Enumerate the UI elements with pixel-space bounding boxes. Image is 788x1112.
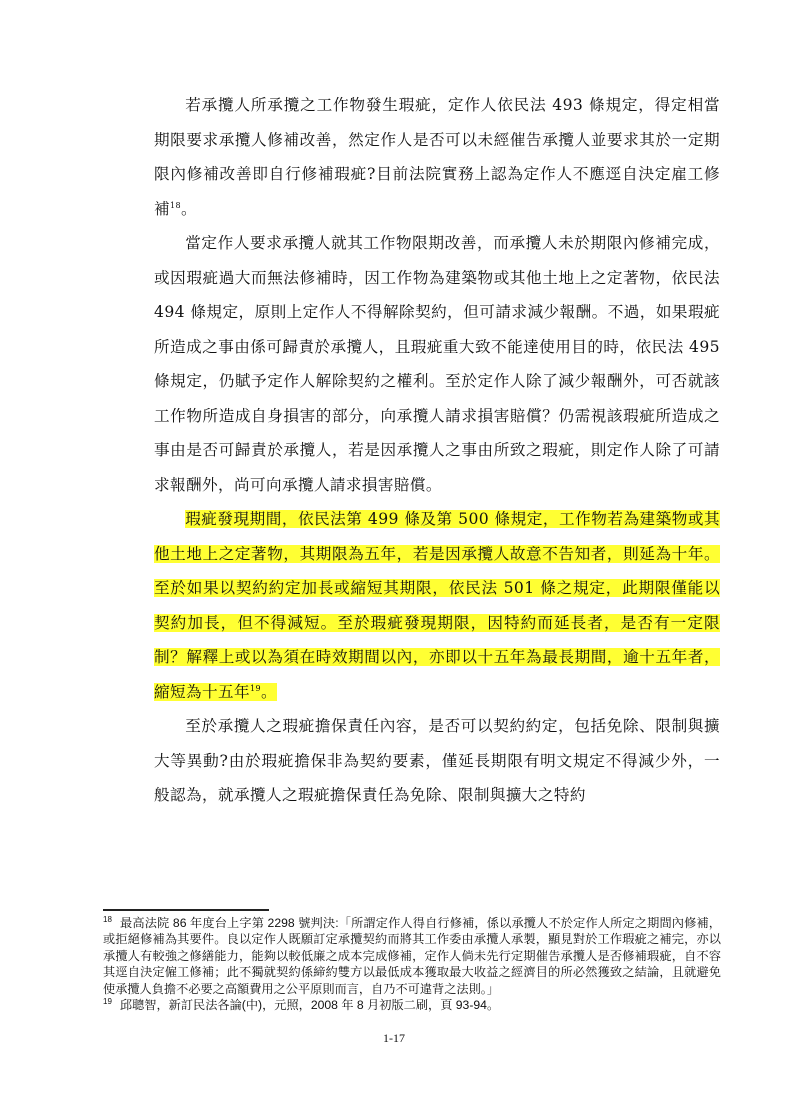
footnote-text: 最高法院 86 年度台上字第 2298 號判決:「所謂定作人得自行修補，係以承攬人不於定作人所定之期間內修補，或拒絕修補為其要件。良以定作人既願訂定承攬契約而將其工作委由承攬人承製，顯見對於工作瑕疵之補完，亦以承攬人有較強之修繕能力，能夠以較低廉之成本完成修補，定作人倘未先行定期催告承攬人是否修補瑕疵，自不容其逕自決定僱工修補；此不獨就契約係締約雙方以最低成本獲取最大收益之經濟目的所必然獲致之結論，且就避免使承攬人負擔不必要之高額費用之公平原則而言，自乃不可違背之法則。」: [103, 916, 721, 996]
paragraph-text: 當定作人要求承攬人就其工作物限期改善，而承攬人未於期限內修補完成，或因瑕疵過大而無法修補時，因工作物為建築物或其他土地上之定著物，依民法 494 條規定，原則上定作人不得解除契約，但可請求減少報酬。不過，如果瑕疵所造成之事由係可歸責於承攬人，且瑕疵重大致不能達使用目的時，依民法 495 條規定，仍賦予定作人解除契約之權利。至於定作人除了減少報酬外，可否就該工作物所造成自身損害的部分，向承攬人請求損害賠償？仍需視該瑕疵所造成之事由是否可歸責於承攬人，若是因承攬人之事由所致之瑕疵，則定作人除了可請求報酬外，尚可向承攬人請求損害賠償。: [154, 234, 720, 494]
footnote-19: [103, 997, 721, 1013]
paragraph-discovery-period: [154, 502, 720, 709]
footnote-ref[interactable]: 19: [249, 683, 261, 693]
footnote-separator: [103, 909, 269, 911]
paragraph-text: 至於承攬人之瑕疵擔保責任內容，是否可以契約約定，包括免除、限制與擴大等異動?由於瑕疵擔保非為契約要素，僅延長期限有明文規定不得減少外，一般認為，就承攬人之瑕疵擔保責任為免除、限制與擴大之特約: [154, 717, 720, 804]
footnote-ref[interactable]: 18: [170, 200, 181, 210]
paragraph-end: 。: [180, 199, 197, 218]
highlighted-text: [154, 510, 720, 701]
footnote-number: 18: [103, 914, 112, 924]
footnotes: [103, 915, 721, 1013]
footnote-number: 19: [103, 996, 112, 1006]
paragraph-text: 若承攬人所承攬之工作物發生瑕疵，定作人依民法 493 條規定，得定相當期限要求承攬人修補改善，然定作人是否可以未經催告承攬人並要求其於一定期限內修補改善即自行修補瑕疵?目前法院實務上認為定作人不應逕自決定雇工修補: [154, 96, 720, 218]
paragraph-remedies: [154, 226, 720, 502]
footnote-text: 邱聰智，新訂民法各論(中)，元照，2008 年 8 月初版二刷，頁 93-94。: [119, 998, 500, 1013]
paragraph-text: 瑕疵發現期間，依民法第 499 條及第 500 條規定，工作物若為建築物或其他土地上之定著物，其期限為五年，若是因承攬人故意不告知者，則延為十年。至於如果以契約約定加長或縮短其期限，依民法 501 條之規定，此期限僅能以契約加長，但不得減短。至於瑕疵發現期限，因特約而延長者，是否有一定限制？解釋上或以為須在時效期間以內，亦即以十五年為最長期間，逾十五年者，縮短為十五年: [154, 510, 720, 701]
paragraph-warranty-agreement: [154, 709, 720, 813]
footnote-18: [103, 915, 721, 997]
body-text: [154, 88, 720, 813]
paragraph-end: 。: [260, 682, 277, 701]
page-number: 1-17: [383, 1031, 405, 1045]
paragraph-defect-repair: [154, 88, 720, 226]
